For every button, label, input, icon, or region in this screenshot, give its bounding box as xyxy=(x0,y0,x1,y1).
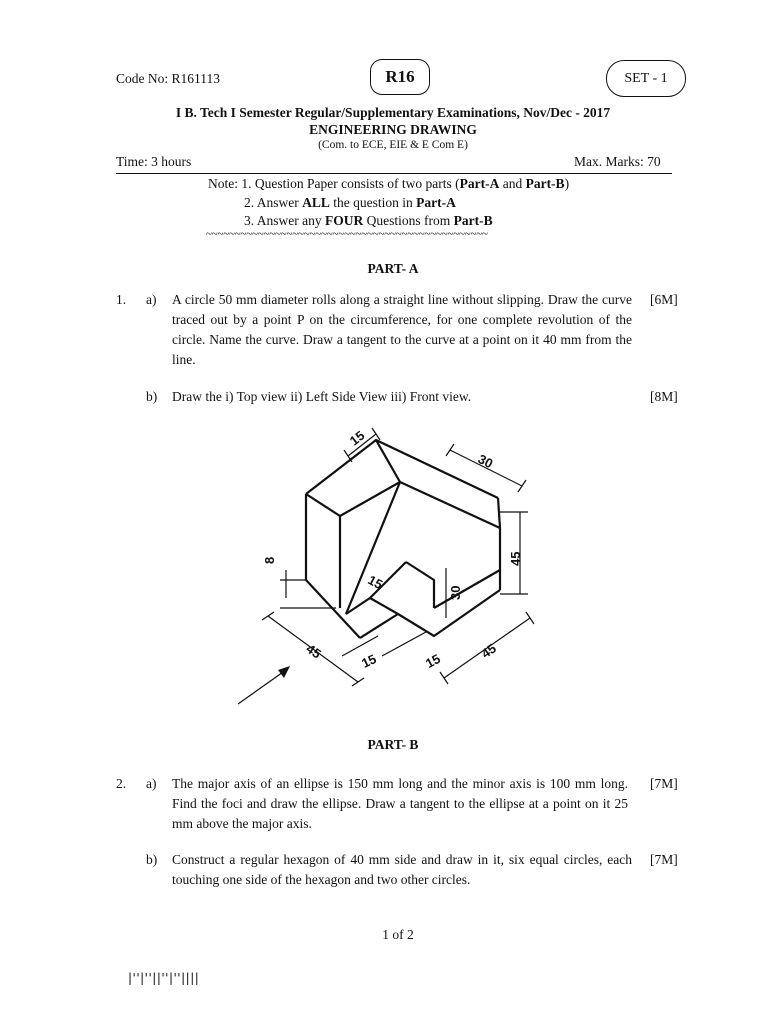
max-marks: Max. Marks: 70 xyxy=(574,154,661,169)
dim-45-bottom-right: 45 xyxy=(478,640,499,662)
instructions-note xyxy=(208,175,569,231)
view-direction-arrow xyxy=(278,666,290,678)
regulation-badge: R16 xyxy=(370,59,430,95)
dim-30-top: 30 xyxy=(475,451,496,472)
question-1b-text: Draw the i) Top view ii) Left Side View iii) Front view. xyxy=(172,389,472,404)
dim-15-top: 15 xyxy=(346,427,368,449)
note-line-2: 2. Answer ALL the question in Part-A xyxy=(244,194,456,210)
question-2b-marks: [7M] xyxy=(650,852,678,867)
page-number: 1 of 2 xyxy=(382,927,414,942)
dim-15-bottom-b: 15 xyxy=(422,650,443,671)
set-badge: SET - 1 xyxy=(606,60,686,97)
question-2a-text: The major axis of an ellipse is 150 mm long and the minor axis is 100 mm long. Find the foci and draw the ellipse. Draw a tangent to the ellipse at a point on it 25 mm above the major axis. xyxy=(172,776,628,831)
question-1b-marks: [8M] xyxy=(650,389,678,404)
question-2b-label: b) xyxy=(146,852,158,867)
note-line-3: 3. Answer any FOUR Questions from Part-B xyxy=(244,213,493,228)
question-2a-marks: [7M] xyxy=(650,776,678,791)
dim-45-vertical: 45 xyxy=(508,551,523,566)
dim-30-vertical: 30 xyxy=(448,585,463,600)
dimension-lines xyxy=(238,428,534,704)
question-1-number: 1. xyxy=(116,292,127,307)
part-a-heading: PART- A xyxy=(367,261,419,276)
dimension-labels xyxy=(262,428,523,671)
header-rule xyxy=(116,173,672,174)
question-2-number: 2. xyxy=(116,776,127,791)
dim-8: 8 xyxy=(262,556,277,564)
isometric-drawing xyxy=(230,420,560,710)
question-2a-label: a) xyxy=(146,776,157,791)
question-2b-text: Construct a regular hexagon of 40 mm side and draw in it, six equal circles, each touching one side of the hexagon and two other circles. xyxy=(172,852,632,887)
subject-title: ENGINEERING DRAWING xyxy=(309,122,477,137)
question-1a-marks: [6M] xyxy=(650,292,678,307)
divider-tildes: ~~~~~~~~~~~~~~~~~~~~~~~~~~~~~~~~~~~~~~~~~~~~~~~~~ xyxy=(206,228,488,240)
dim-15-bottom-a: 15 xyxy=(359,651,379,671)
dim-15-inclined: 15 xyxy=(365,572,386,593)
exam-title: I B. Tech I Semester Regular/Supplementary Examinations, Nov/Dec - 2017 xyxy=(175,105,611,120)
code-number: Code No: R161113 xyxy=(116,71,220,86)
part-b-heading: PART- B xyxy=(367,737,419,752)
dim-45-bottom-left: 45 xyxy=(303,640,324,662)
branches: (Com. to ECE, EIE & E Com E) xyxy=(318,139,468,151)
question-1a-label: a) xyxy=(146,292,157,307)
barcode-text: |''|''||''|''|||| xyxy=(128,971,200,985)
question-1b-label: b) xyxy=(146,389,158,404)
time-allowed: Time: 3 hours xyxy=(116,154,192,169)
note-line-1: Note: 1. Question Paper consists of two parts (Part-A and Part-B) xyxy=(208,176,570,191)
question-1a-text: A circle 50 mm diameter rolls along a straight line without slipping. Draw the curve traced out by a point P on the circumference, for one complete revolution of the circle. Name the curve. Draw a tangent to the curve at a point on it 40 mm from the line. xyxy=(172,292,632,367)
